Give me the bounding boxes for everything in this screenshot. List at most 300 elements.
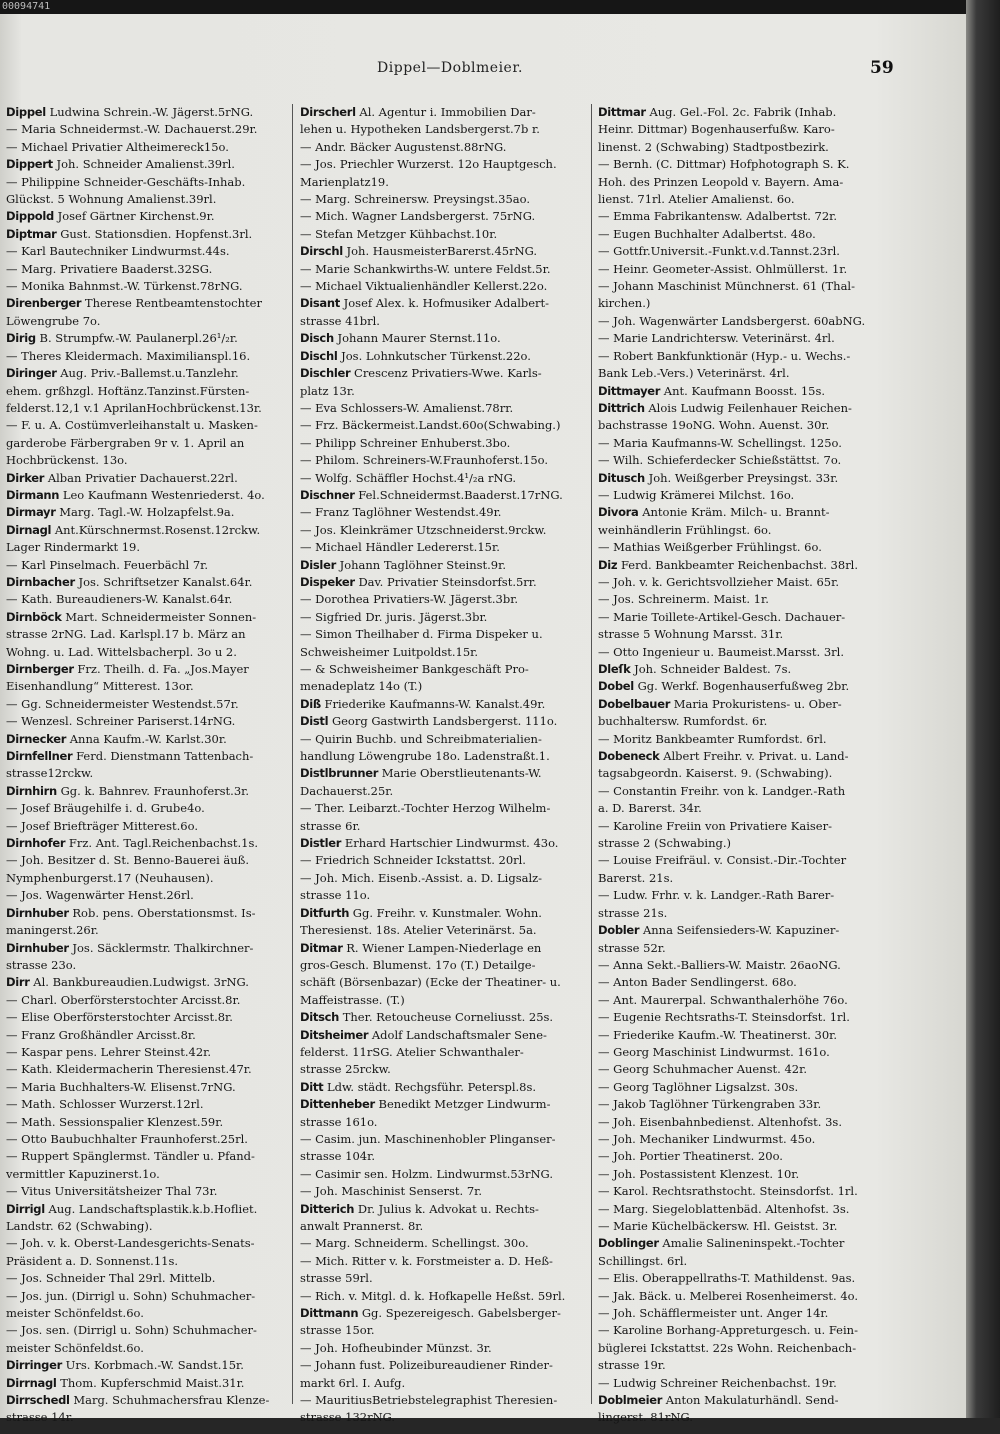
entry-text: strasse 59rl. xyxy=(300,1271,373,1286)
directory-entry xyxy=(598,765,898,782)
entry-text: a. D. Barerst. 34r. xyxy=(598,801,702,816)
entry-text: Ant. Kaufmann Boosst. 15s. xyxy=(663,383,826,398)
directory-entry xyxy=(6,1009,286,1026)
directory-entry xyxy=(6,922,286,939)
directory-entry xyxy=(6,191,286,208)
directory-page xyxy=(0,14,972,1425)
directory-entry xyxy=(6,1183,286,1200)
directory-entry xyxy=(300,1235,586,1252)
entry-text: — Ruppert Spänglermst. Tändler u. Pfand- xyxy=(6,1149,255,1164)
directory-entry xyxy=(598,1183,898,1200)
directory-entry xyxy=(6,1357,286,1374)
directory-entry xyxy=(300,435,586,452)
entry-text: — F. u. A. Costümverleihanstalt u. Masken- xyxy=(6,418,258,433)
entry-surname: Dirnhirn xyxy=(6,783,57,798)
entry-surname: Dittmann xyxy=(300,1306,359,1321)
directory-entry xyxy=(598,139,898,156)
directory-entry xyxy=(6,591,286,608)
entry-surname: Dirnberger xyxy=(6,662,74,676)
entry-text: — Karoline Borhang-Appreturgesch. u. Fein- xyxy=(598,1323,858,1338)
page-number: 59 xyxy=(870,58,894,78)
directory-entry xyxy=(598,783,898,800)
entry-text: — Math. Schlosser Wurzerst.12rl. xyxy=(6,1097,204,1112)
entry-surname: Dirnhuber xyxy=(6,905,69,920)
entry-text: — Mich. Ritter v. k. Forstmeister a. D. Heß- xyxy=(300,1253,553,1268)
directory-entry xyxy=(598,713,898,730)
directory-entry xyxy=(6,1166,286,1183)
directory-entry xyxy=(6,1044,286,1061)
entry-text: — Quirin Buchb. und Schreibmaterialien- xyxy=(300,731,542,746)
entry-text: — Mich. Wagner Landsbergerst. 75rNG. xyxy=(300,209,536,224)
directory-entry xyxy=(300,348,586,365)
directory-entry xyxy=(6,504,286,521)
entry-text: Alban Privatier Dachauerst.22rl. xyxy=(47,470,238,485)
entry-text: — Otto Ingenieur u. Baumeist.Marsst. 3rl. xyxy=(598,644,844,659)
entry-text: — Elis. Oberappellraths-T. Mathildenst. 9as. xyxy=(598,1271,856,1286)
directory-entry xyxy=(598,591,898,608)
directory-entry xyxy=(300,243,586,260)
directory-entry xyxy=(598,104,898,121)
entry-text: platz 13r. xyxy=(300,383,355,398)
directory-entry xyxy=(598,852,898,869)
directory-entry xyxy=(6,974,286,991)
directory-entry xyxy=(300,121,586,138)
directory-entry xyxy=(6,678,286,695)
directory-entry xyxy=(598,626,898,643)
entry-surname: Diptmar xyxy=(6,226,57,241)
entry-text: strasse 25rckw. xyxy=(300,1062,391,1077)
entry-text: Eisenhandlung“ Mitterest. 13or. xyxy=(6,679,194,694)
directory-entry xyxy=(6,818,286,835)
entry-text: Theresienst. 18s. Atelier Veterinärst. 5a. xyxy=(300,923,537,938)
entry-text: — Michael Händler Ledererst.15r. xyxy=(300,540,500,555)
directory-entry xyxy=(598,313,898,330)
directory-entry xyxy=(6,1235,286,1252)
directory-entry xyxy=(598,1166,898,1183)
entry-text: strasse12rckw. xyxy=(6,766,94,781)
entry-text: — Karl Bautechniker Lindwurmst.44s. xyxy=(6,244,230,259)
entry-text: — Jos. Schreinerm. Maist. 1r. xyxy=(598,592,769,607)
directory-entry xyxy=(6,470,286,487)
directory-entry xyxy=(598,226,898,243)
entry-text: — Georg Schuhmacher Auenst. 42r. xyxy=(598,1062,807,1077)
entry-text: Erhard Hartschier Lindwurmst. 43o. xyxy=(344,836,559,851)
entry-surname: Dirnagl xyxy=(6,522,52,537)
directory-entry xyxy=(598,974,898,991)
entry-text: — Andr. Bäcker Augustenst.88rNG. xyxy=(300,139,507,154)
entry-text: — Marie Landrichtersw. Veterinärst. 4rl. xyxy=(598,331,835,346)
entry-text: Dr. Julius k. Advokat u. Rechts- xyxy=(357,1201,539,1216)
directory-entry xyxy=(300,1375,586,1392)
entry-text: Dav. Privatier Steinsdorfst.5rr. xyxy=(358,574,537,589)
directory-entry xyxy=(6,905,286,922)
directory-entry xyxy=(598,121,898,138)
directory-entry xyxy=(300,452,586,469)
entry-text: — Casimir sen. Holzm. Lindwurmst.53rNG. xyxy=(300,1166,553,1181)
directory-entry xyxy=(6,313,286,330)
entry-text: — Karl Pinselmach. Feuerbächl 7r. xyxy=(6,557,209,572)
directory-entry xyxy=(300,1322,586,1339)
entry-text: Crescenz Privatiers-Wwe. Karls- xyxy=(354,366,542,381)
entry-text: — Stefan Metzger Kühbachst.10r. xyxy=(300,226,498,241)
entry-text: — Karoline Freiin von Privatiere Kaiser- xyxy=(598,818,832,833)
entry-text: — Josef Bräugehilfe i. d. Grube4o. xyxy=(6,801,205,816)
entry-text: strasse 2 (Schwabing.) xyxy=(598,836,731,851)
entry-text: — Dorothea Privatiers-W. Jägerst.3br. xyxy=(300,592,519,607)
entry-text: Gg. Freihr. v. Kunstmaler. Wohn. xyxy=(352,905,542,920)
entry-text: weinhändlerin Frühlingst. 6o. xyxy=(598,522,772,537)
entry-text: Amalie Salineninspekt.-Tochter xyxy=(662,1236,845,1251)
entry-text: Gg. k. Bahnrev. Fraunhoferst.3r. xyxy=(60,783,250,798)
entry-text: Urs. Korbmach.-W. Sandst.15r. xyxy=(65,1358,244,1373)
entry-text: — Friederike Kaufm.-W. Theatinerst. 30r. xyxy=(598,1027,838,1042)
entry-text: strasse 132rNG. xyxy=(300,1410,396,1425)
entry-surname: Dobel xyxy=(598,679,634,694)
directory-entry xyxy=(300,1218,586,1235)
directory-entry xyxy=(598,992,898,1009)
entry-surname: Ditsheimer xyxy=(300,1027,369,1042)
directory-entry xyxy=(6,783,286,800)
directory-entry xyxy=(598,1114,898,1131)
entry-text: Maria Prokuristens- u. Ober- xyxy=(673,696,842,711)
entry-surname: Disant xyxy=(300,296,340,311)
directory-entry xyxy=(6,539,286,556)
entry-text: — Gottfr.Universit.-Funkt.v.d.Tannst.23rl. xyxy=(598,244,840,259)
entry-text: Georg Gastwirth Landsbergerst. 111o. xyxy=(331,714,558,729)
entry-surname: Distlbrunner xyxy=(300,766,379,781)
directory-entry xyxy=(6,835,286,852)
directory-entry xyxy=(598,1148,898,1165)
entry-text: — Joh. Portier Theatinerst. 20o. xyxy=(598,1149,783,1164)
entry-text: — & Schweisheimer Bankgeschäft Pro- xyxy=(300,662,529,676)
entry-surname: Dirscherl xyxy=(300,105,356,119)
directory-entry xyxy=(598,800,898,817)
entry-text: — Joh. v. k. Oberst-Landesgerichts-Senats- xyxy=(6,1236,255,1251)
entry-text: — Joh. Postassistent Klenzest. 10r. xyxy=(598,1166,800,1181)
entry-text: — Johann Maschinist Münchnerst. 61 (Thal- xyxy=(598,279,855,294)
entry-surname: Distler xyxy=(300,836,342,851)
directory-entry xyxy=(6,852,286,869)
entry-text: Jos. Lohnkutscher Türkenst.22o. xyxy=(341,348,531,363)
entry-surname: Dittmar xyxy=(598,105,646,119)
entry-text: Marienplatz19. xyxy=(300,174,389,189)
entry-text: Aug. Gel.-Fol. 2c. Fabrik (Inhab. xyxy=(649,105,837,119)
directory-entry xyxy=(300,1009,586,1026)
directory-entry xyxy=(598,644,898,661)
directory-entry xyxy=(598,539,898,556)
entry-text: — Wilh. Schieferdecker Schießstättst. 7o. xyxy=(598,453,842,468)
entry-text: Landstr. 62 (Schwabing). xyxy=(6,1219,153,1233)
directory-entry xyxy=(300,1027,586,1044)
entry-text: — Joh. v. k. Gerichtsvollzieher Maist. 65r. xyxy=(598,574,840,589)
directory-entry xyxy=(6,104,286,121)
entry-text: — Jakob Taglöhner Türkengraben 33r. xyxy=(598,1097,822,1112)
entry-text: Ant.Kürschnermst.Rosenst.12rckw. xyxy=(54,522,261,537)
directory-entry xyxy=(300,852,586,869)
directory-entry xyxy=(300,1340,586,1357)
directory-entry xyxy=(6,1375,286,1392)
directory-entry xyxy=(598,957,898,974)
directory-entry xyxy=(598,208,898,225)
directory-entry xyxy=(598,1061,898,1078)
directory-entry xyxy=(598,905,898,922)
directory-entry xyxy=(6,261,286,278)
entry-text: B. Strumpfw.-W. Paulanerpl.26¹/₂r. xyxy=(39,331,238,346)
directory-entry xyxy=(598,1322,898,1339)
directory-entry xyxy=(598,661,898,678)
directory-entry xyxy=(598,1044,898,1061)
directory-entry xyxy=(300,713,586,730)
entry-text: — Joh. Mich. Eisenb.-Assist. a. D. Ligsalz- xyxy=(300,870,543,885)
entry-surname: Dirrschedl xyxy=(6,1393,70,1408)
entry-text: — Heinr. Geometer-Assist. Ohlmüllerst. 1r. xyxy=(598,261,848,276)
directory-entry xyxy=(6,800,286,817)
directory-entry xyxy=(300,261,586,278)
entry-surname: Diringer xyxy=(6,366,57,381)
directory-entry xyxy=(6,1027,286,1044)
directory-entry xyxy=(6,522,286,539)
entry-text: — Jos. Schneider Thal 29rl. Mittelb. xyxy=(6,1271,216,1286)
entry-text: Bank Leb.-Vers.) Veterinärst. 4rl. xyxy=(598,366,790,381)
entry-text: Frz. Ant. Tagl.Reichenbachst.1s. xyxy=(68,836,259,851)
directory-entry xyxy=(300,1392,586,1409)
directory-entry xyxy=(6,208,286,225)
entry-text: — Franz Großhändler Arcisst.8r. xyxy=(6,1027,196,1042)
entry-surname: Ditsch xyxy=(300,1010,340,1025)
directory-entry xyxy=(300,609,586,626)
entry-text: strasse 21s. xyxy=(598,905,668,920)
entry-text: Gust. Stationsdien. Hopfenst.3rl. xyxy=(60,226,253,241)
entry-text: felderst.12,1 v.1 AprilanHochbrückenst.13r. xyxy=(6,400,262,415)
entry-surname: Dirrnagl xyxy=(6,1375,57,1390)
directory-entry xyxy=(300,765,586,782)
entry-text: strasse 2rNG. Lad. Karlspl.17 b. März an xyxy=(6,627,246,642)
entry-text: — Philipp Schreiner Enhuberst.3bo. xyxy=(300,435,511,450)
directory-entry xyxy=(6,992,286,1009)
directory-entry xyxy=(6,435,286,452)
entry-text: — Johann fust. Polizeibureaudiener Rinder- xyxy=(300,1358,553,1373)
directory-entry xyxy=(598,1392,898,1409)
entry-text: — Joh. Eisenbahnbedienst. Altenhofst. 3s. xyxy=(598,1114,842,1129)
entry-surname: Ditmar xyxy=(300,940,343,955)
entry-text: strasse 19r. xyxy=(598,1358,666,1373)
directory-entry xyxy=(6,1270,286,1287)
entry-surname: Dirnecker xyxy=(6,731,67,746)
directory-entry xyxy=(300,557,586,574)
entry-text: — Gg. Schneidermeister Westendst.57r. xyxy=(6,696,239,711)
directory-entry xyxy=(300,678,586,695)
entry-text: Marg. Tagl.-W. Holzapfelst.9a. xyxy=(59,505,235,520)
entry-text: Hochbrückenst. 13o. xyxy=(6,453,128,468)
entry-text: handlung Löwengrube 18o. Ladenstraßt.1. xyxy=(300,749,550,764)
directory-entry xyxy=(6,626,286,643)
entry-text: garderobe Färbergraben 9r v. 1. April an xyxy=(6,435,245,450)
entry-text: strasse 11o. xyxy=(300,888,371,903)
entry-surname: Dirig xyxy=(6,331,36,346)
entry-text: Fel.Schneidermst.Baaderst.17rNG. xyxy=(358,487,563,502)
entry-text: Barerst. 21s. xyxy=(598,870,674,885)
directory-entry xyxy=(598,1096,898,1113)
directory-entry xyxy=(598,417,898,434)
entry-text: Dachauerst.25r. xyxy=(300,783,394,798)
directory-entry xyxy=(598,870,898,887)
entry-surname: Dittrich xyxy=(598,400,645,415)
entry-text: — Ludwig Krämerei Milchst. 16o. xyxy=(598,487,795,502)
directory-entry xyxy=(300,940,586,957)
entry-text: — Charl. Oberförsterstochter Arcisst.8r. xyxy=(6,992,241,1007)
entry-surname: Doblmeier xyxy=(598,1393,663,1408)
directory-entry xyxy=(598,922,898,939)
directory-entry xyxy=(300,295,586,312)
entry-text: — Jak. Bäck. u. Melberei Rosenheimerst. 4o. xyxy=(598,1288,859,1303)
entry-text: — Joh. Mechaniker Lindwurmst. 45o. xyxy=(598,1131,816,1146)
entry-surname: Dischler xyxy=(300,366,351,381)
directory-entry xyxy=(300,383,586,400)
entry-text: — Moritz Bankbeamter Rumfordst. 6rl. xyxy=(598,731,827,746)
directory-entry xyxy=(6,1340,286,1357)
directory-entry xyxy=(6,1079,286,1096)
entry-surname: Dirnbacher xyxy=(6,574,75,589)
entry-text: — Jos. jun. (Dirrigl u. Sohn) Schuhmacher- xyxy=(6,1288,256,1303)
directory-entry xyxy=(598,365,898,382)
directory-entry xyxy=(6,1322,286,1339)
entry-text: — Theres Kleidermach. Maximilianspl.16. xyxy=(6,348,251,363)
directory-entry xyxy=(6,957,286,974)
entry-text: — Michael Viktualienhändler Kellerst.22o. xyxy=(300,279,548,294)
entry-text: — Vitus Universitätsheizer Thal 73r. xyxy=(6,1184,218,1199)
directory-entry xyxy=(598,731,898,748)
entry-surname: Dippold xyxy=(6,209,54,224)
entry-text: — Marie Toillete-Artikel-Gesch. Dachauer- xyxy=(598,609,846,624)
directory-entry xyxy=(300,992,586,1009)
entry-text: — Emma Fabrikantensw. Adalbertst. 72r. xyxy=(598,209,838,224)
entry-surname: Divora xyxy=(598,505,639,520)
entry-text: — Marg. Privatiere Baaderst.32SG. xyxy=(6,261,213,276)
directory-entry xyxy=(598,470,898,487)
entry-text: Therese Rentbeamtenstochter xyxy=(84,296,262,311)
directory-entry xyxy=(300,1131,586,1148)
entry-text: — Mathias Weißgerber Frühlingst. 6o. xyxy=(598,540,822,555)
entry-surname: Dobler xyxy=(598,923,640,938)
directory-entry xyxy=(6,696,286,713)
directory-entry xyxy=(300,1183,586,1200)
entry-text: lingerst. 81rNG. xyxy=(598,1410,693,1425)
directory-entry xyxy=(6,557,286,574)
directory-entry xyxy=(300,1096,586,1113)
directory-entry xyxy=(6,1305,286,1322)
directory-entry xyxy=(598,1409,898,1426)
entry-text: — Karol. Rechtsrathstocht. Steinsdorfst. 1rl. xyxy=(598,1184,858,1199)
directory-entry xyxy=(300,313,586,330)
directory-entry xyxy=(6,278,286,295)
entry-surname: Direnberger xyxy=(6,296,82,311)
entry-text: büglerei Ickstattst. 22s Wohn. Reichenbach- xyxy=(598,1340,857,1355)
directory-entry xyxy=(598,1340,898,1357)
entry-text: Josef Gärtner Kirchenst.9r. xyxy=(57,209,215,224)
directory-entry xyxy=(598,400,898,417)
directory-entry xyxy=(300,818,586,835)
entry-text: — Anna Sekt.-Balliers-W. Maistr. 26aoNG. xyxy=(598,957,841,972)
entry-text: — Eva Schlossers-W. Amalienst.78rr. xyxy=(300,400,514,415)
directory-entry xyxy=(6,139,286,156)
entry-surname: Dirrigl xyxy=(6,1201,45,1216)
directory-entry xyxy=(6,365,286,382)
directory-entry xyxy=(6,574,286,591)
entry-surname: Dleſk xyxy=(598,662,631,676)
directory-entry xyxy=(598,330,898,347)
entry-text: — Joh. Besitzer d. St. Benno-Bauerei äuß. xyxy=(6,853,249,868)
entry-text: — Michael Privatier Altheimereck15o. xyxy=(6,139,229,154)
entry-text: — Marg. Schreinersw. Preysingst.35ao. xyxy=(300,192,530,207)
directory-entry xyxy=(300,731,586,748)
directory-entry xyxy=(300,800,586,817)
entry-surname: Ditt xyxy=(300,1079,324,1094)
entry-surname: Dobelbauer xyxy=(598,696,671,711)
directory-entry xyxy=(300,487,586,504)
entry-text: Frz. Theilh. d. Fa. „Jos.Mayer xyxy=(77,662,249,676)
entry-text: Albert Freihr. v. Privat. u. Land- xyxy=(663,749,849,764)
entry-text: Wohng. u. Lad. Wittelsbacherpl. 3o u 2. xyxy=(6,644,237,659)
entry-text: Joh. HausmeisterBarerst.45rNG. xyxy=(346,244,538,259)
entry-text: Schillingst. 6rl. xyxy=(598,1253,688,1268)
directory-entry xyxy=(300,1148,586,1165)
entry-text: Schweisheimer Luitpoldst.15r. xyxy=(300,644,479,659)
entry-text: gros-Gesch. Blumenst. 17o (T.) Detailge- xyxy=(300,957,536,972)
directory-entry xyxy=(598,835,898,852)
entry-text: strasse 41brl. xyxy=(300,313,380,328)
entry-text: Friederike Kaufmanns-W. Kanalst.49r. xyxy=(324,696,546,711)
directory-entry xyxy=(300,974,586,991)
entry-text: schäft (Börsenbazar) (Ecke der Theatiner- u. xyxy=(300,975,561,990)
directory-entry xyxy=(598,1027,898,1044)
entry-text: — Ant. Maurerpal. Schwanthalerhöhe 76o. xyxy=(598,992,848,1007)
entry-text: — Kath. Kleidermacherin Theresienst.47r. xyxy=(6,1062,252,1077)
entry-text: Johann Maurer Sternst.11o. xyxy=(337,331,501,346)
directory-entry xyxy=(598,818,898,835)
entry-text: Joh. Schneider Amalienst.39rl. xyxy=(56,157,235,172)
entry-text: — Eugenie Rechtsraths-T. Steinsdorfst. 1rl. xyxy=(598,1010,850,1025)
entry-text: ehem. grßhzgl. Hoftänz.Tanzinst.Fürsten- xyxy=(6,383,250,398)
directory-entry xyxy=(300,1201,586,1218)
directory-entry xyxy=(598,261,898,278)
directory-entry xyxy=(598,243,898,260)
entry-surname: Dirmann xyxy=(6,487,60,502)
directory-entry xyxy=(300,174,586,191)
page-header xyxy=(0,60,972,88)
directory-entry xyxy=(6,644,286,661)
directory-entry xyxy=(598,1357,898,1374)
directory-entry xyxy=(6,156,286,173)
entry-text: buchhaltersw. Rumfordst. 6r. xyxy=(598,714,768,729)
directory-entry xyxy=(598,174,898,191)
directory-entry xyxy=(598,452,898,469)
entry-text: Präsident a. D. Sonnenst.11s. xyxy=(6,1253,179,1268)
entry-text: Lager Rindermarkt 19. xyxy=(6,540,141,555)
entry-text: — Constantin Freihr. von k. Landger.-Rath xyxy=(598,783,846,798)
entry-text: — Robert Bankfunktionär (Hyp.- u. Wechs.- xyxy=(598,348,851,363)
column-right xyxy=(598,104,898,1434)
entry-surname: Dirnhuber xyxy=(6,940,69,955)
entry-text: — Simon Theilhaber d. Firma Dispeker u. xyxy=(300,627,543,642)
entry-surname: Doblinger xyxy=(598,1236,659,1251)
entry-surname: Dirnböck xyxy=(6,609,62,624)
entry-text: Jos. Schriftsetzer Kanalst.64r. xyxy=(78,574,253,589)
directory-entry xyxy=(300,1288,586,1305)
entry-text: Ferd. Dienstmann Tattenbach- xyxy=(76,749,254,764)
entry-surname: Dippel xyxy=(6,105,46,119)
directory-entry xyxy=(598,1079,898,1096)
entry-text: — Casim. jun. Maschinenhobler Plinganser- xyxy=(300,1131,556,1146)
